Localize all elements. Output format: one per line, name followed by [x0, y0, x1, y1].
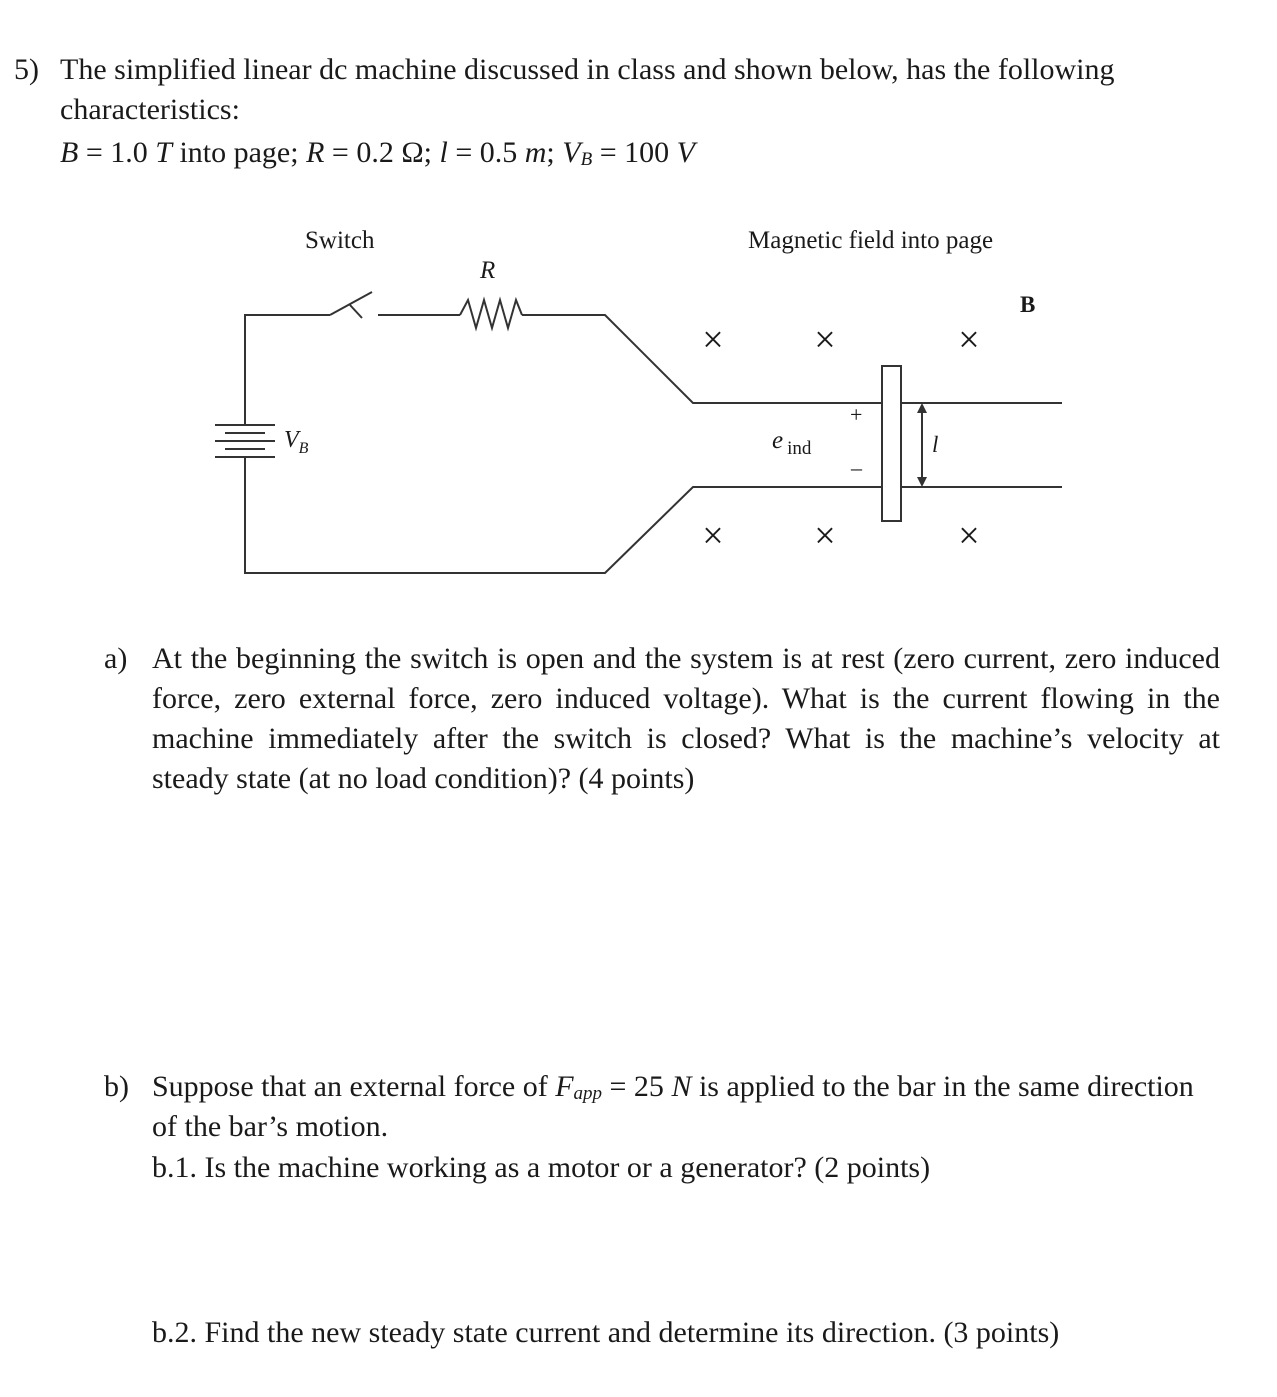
question-intro-line2: characteristics:	[60, 93, 240, 126]
part-b2-question: b.2. Find the new steady state current and determine its direction. (3 points)	[152, 1316, 1060, 1349]
part-b-line1: Suppose that an external force of $F_{app} = 25$ N is applied to the bar in the same direction	[152, 1070, 1194, 1104]
field-label: Magnetic field into page	[748, 227, 994, 254]
battery-label: $V_B$	[284, 427, 309, 457]
minus-sign: –	[851, 455, 862, 480]
part-b-line2: of the bar’s motion.	[152, 1110, 389, 1143]
question-intro-line1: The simplified linear dc machine discussed in class and shown below, has the following	[60, 53, 1115, 86]
switch-mark	[350, 305, 362, 318]
eind-label: e $_{ind}$	[772, 427, 812, 459]
resistor	[460, 300, 522, 328]
bottom-left-wire	[245, 460, 1062, 573]
part-b-label: b)	[104, 1070, 129, 1103]
b-field-label: B	[1020, 292, 1036, 317]
switch-arm	[330, 292, 372, 315]
linear-dc-machine-diagram	[0, 0, 1277, 600]
part-b1-question: b.1. Is the machine working as a motor or a generator? (2 points)	[152, 1151, 931, 1184]
top-left-wire	[245, 315, 330, 405]
field-x-mark: ×	[958, 319, 980, 361]
switch-label: Switch	[305, 227, 375, 254]
part-a-label: a)	[104, 642, 128, 675]
length-label: l	[932, 432, 939, 457]
question-number: 5)	[14, 53, 39, 86]
plus-sign: +	[850, 402, 863, 427]
moving-bar	[882, 366, 901, 521]
parameters-line: B = 1.0 T into page; R = 0.2 Ω; l = 0.5 m; $V_B = 100$ V	[60, 136, 695, 170]
field-x-mark: ×	[814, 319, 836, 361]
top-right-wire	[522, 315, 1062, 403]
field-x-mark: ×	[702, 319, 724, 361]
resistor-label: R	[480, 257, 496, 284]
part-a-text: At the beginning the switch is open and the system is at rest (zero current, zero induced force, zero external force, zero induced voltage). What is the current flowing in the machine immediately after the switch is closed? What is the machine’s velocity at steady state (at no load condition)? (4 points)	[152, 642, 1220, 795]
field-x-mark: ×	[814, 515, 836, 557]
field-x-mark: ×	[958, 515, 980, 557]
field-x-mark: ×	[702, 515, 724, 557]
